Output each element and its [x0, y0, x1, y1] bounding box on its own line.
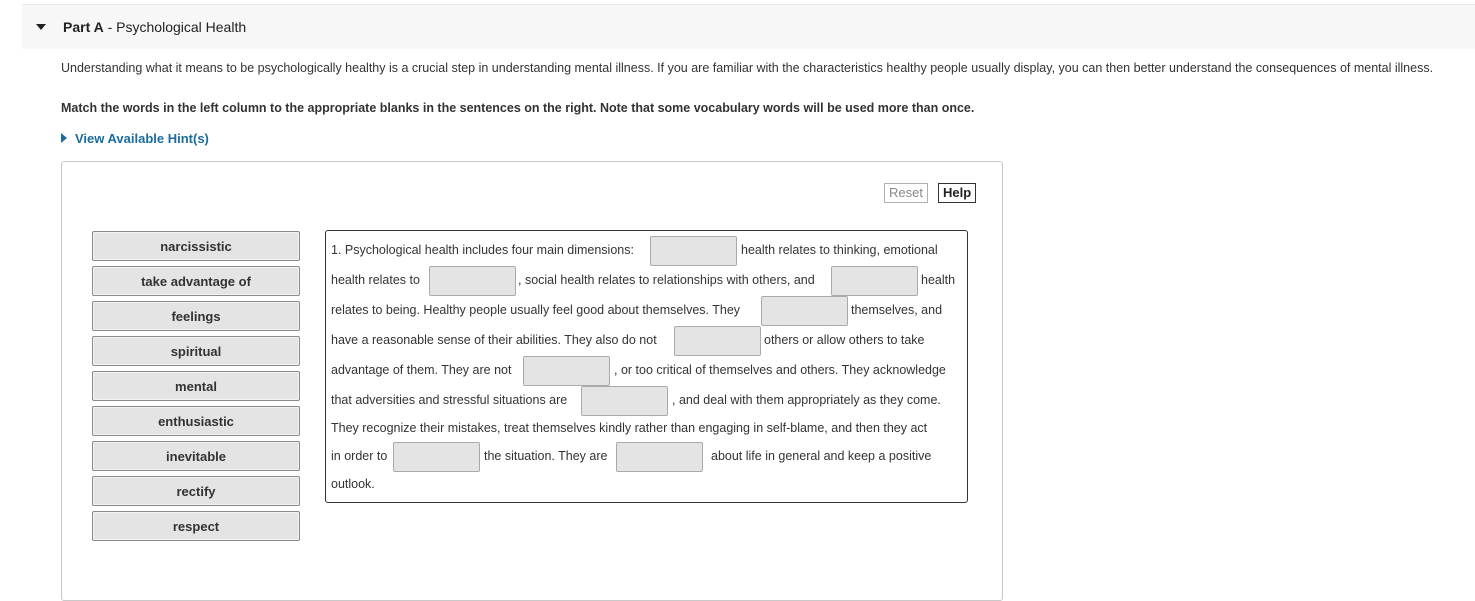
part-header[interactable] — [22, 4, 1475, 49]
blank-3[interactable] — [831, 266, 918, 296]
reset-button[interactable]: Reset — [884, 183, 928, 203]
blank-9[interactable] — [616, 442, 703, 472]
word-tile-inevitable[interactable]: inevitable — [92, 441, 300, 471]
word-tile-rectify[interactable]: rectify — [92, 476, 300, 506]
help-button[interactable]: Help — [938, 183, 976, 203]
word-tile-take-advantage-of[interactable]: take advantage of — [92, 266, 300, 296]
part-label: Part A — [63, 19, 104, 35]
view-hints-link[interactable] — [61, 131, 209, 146]
blank-4[interactable] — [761, 296, 848, 326]
blank-5[interactable] — [674, 326, 761, 356]
word-tile-narcissistic[interactable]: narcissistic — [92, 231, 300, 261]
sentence-text: relates to being. Healthy people usually feel good about themselves. They — [331, 303, 741, 317]
sentence-text: , and deal with them appropriately as they come. — [672, 393, 941, 407]
sentence-text: , social health relates to relationships with others, and — [518, 273, 815, 287]
blank-8[interactable] — [393, 442, 480, 472]
word-tile-mental[interactable]: mental — [92, 371, 300, 401]
sentence-text: that adversities and stressful situations are — [331, 393, 568, 407]
sentence-text: have a reasonable sense of their abilities. They also do not — [331, 333, 657, 347]
sentence-text: about life in general and keep a positive — [711, 449, 932, 463]
sentence-text: health relates to thinking, emotional — [741, 243, 938, 257]
sentence-text: health — [921, 273, 956, 287]
part-title — [63, 19, 246, 35]
blank-1[interactable] — [650, 236, 737, 266]
sentence-text: advantage of them. They are not — [331, 363, 512, 377]
blank-7[interactable] — [581, 386, 668, 416]
sentence-text: in order to — [331, 449, 388, 463]
blank-6[interactable] — [523, 356, 610, 386]
instruction-text: Match the words in the left column to the appropriate blanks in the sentences on the right. Note that some vocabulary words will be used more than once. — [61, 101, 975, 115]
sentence-text: , or too critical of themselves and others. They acknowledge — [614, 363, 946, 377]
word-tile-feelings[interactable]: feelings — [92, 301, 300, 331]
caret-right-icon — [61, 133, 67, 143]
intro-text: Understanding what it means to be psychologically healthy is a crucial step in understanding mental illness. If you are familiar with the characteristics healthy people usually display, you can then better understand the consequences of mental illness. — [61, 61, 1434, 75]
collapse-caret-icon[interactable] — [36, 24, 46, 30]
sentence-text: themselves, and — [851, 303, 943, 317]
view-hints-label: View Available Hint(s) — [75, 131, 209, 146]
blank-2[interactable] — [429, 266, 516, 296]
word-tile-enthusiastic[interactable]: enthusiastic — [92, 406, 300, 436]
word-tile-respect[interactable]: respect — [92, 511, 300, 541]
sentence-text: health relates to — [331, 273, 420, 287]
part-title-text: Psychological Health — [116, 19, 247, 35]
part-separator: - — [103, 19, 117, 35]
sentence-text: 1. Psychological health includes four main dimensions: — [331, 243, 634, 257]
sentence-text: outlook. — [331, 477, 375, 491]
word-tile-spiritual[interactable]: spiritual — [92, 336, 300, 366]
sentence-text: the situation. They are — [484, 449, 608, 463]
sentence-text: They recognize their mistakes, treat themselves kindly rather than engaging in self-blame, and then they act — [331, 421, 928, 435]
sentence-text: others or allow others to take — [764, 333, 925, 347]
